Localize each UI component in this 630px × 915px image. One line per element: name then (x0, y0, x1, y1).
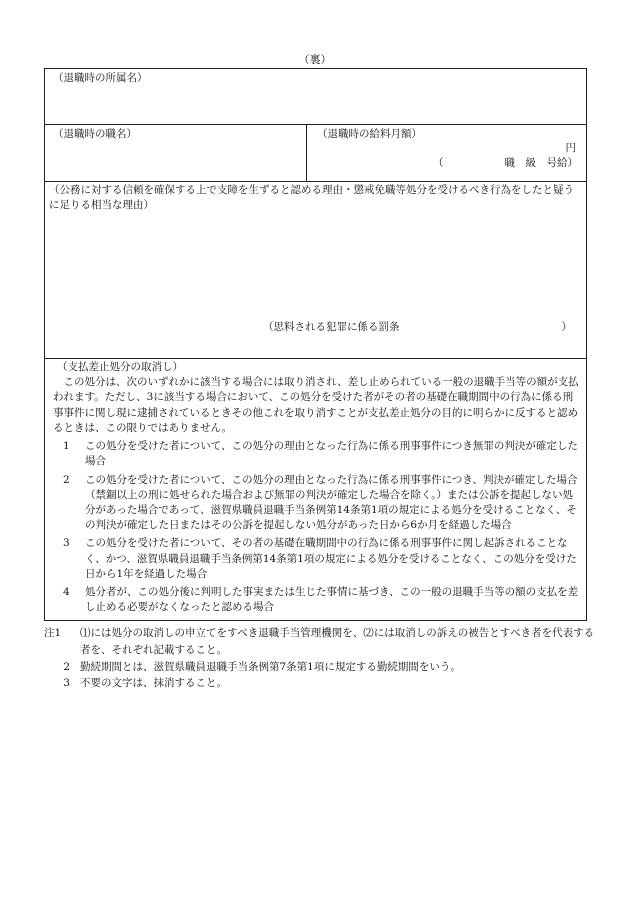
note-text: 勤続期間とは、滋賀県職員退職手当条例第7条第1項に規定する勤続期間をいう。 (80, 660, 461, 673)
cancellation-item (63, 439, 580, 469)
item-number: 3 (63, 537, 70, 550)
note-item (44, 625, 600, 659)
item-number: 2 (63, 473, 70, 486)
salary-cell[interactable] (307, 125, 586, 181)
yen-unit: 円 (565, 142, 576, 154)
note-label: 2 (63, 660, 70, 673)
position-cell[interactable] (45, 125, 307, 181)
notes-section (44, 625, 600, 692)
crime-provision-close: ） (561, 321, 572, 333)
note-label: 3 (63, 677, 70, 690)
crime-provision-label: （思料される犯罪に係る罰条 (263, 321, 400, 333)
item-number: 4 (63, 586, 70, 599)
note-text: 不要の文字は、抹消すること。 (80, 677, 227, 690)
grade-line (433, 156, 578, 171)
reason-label: （公務に対する信頼を確保する上で支障を生ずると認める理由・懲戒免職等処分を受けるべき行為をしたと疑うに足りる相当な理由） (49, 184, 574, 212)
note-text: ⑴には処分の取消しの申立てをすべき退職手当管理機関を、⑵には取消しの訴えの被告とすべき者を代表する者を、それぞれ記載すること。 (80, 627, 595, 656)
grade-open-paren: （ (433, 157, 444, 169)
note-item (44, 659, 600, 676)
position-label: （退職時の職名） (53, 128, 137, 140)
item-text: この処分を受けた者について、この処分の理由となった行為に係る刑事事件につき無罪の判決が確定した場合 (85, 440, 578, 468)
grade-unit-label: 職 (504, 157, 515, 169)
cancellation-item (63, 585, 580, 615)
reason-row[interactable] (45, 182, 586, 359)
cancellation-section (53, 360, 580, 616)
cancellation-row (45, 359, 586, 620)
note-item (44, 675, 600, 692)
cancellation-title: （支払差止処分の取消し） (57, 361, 183, 373)
cancellation-item (63, 536, 580, 582)
cancellation-body: この処分は、次のいずれかに該当する場合には取り消され、差し止められている一般の退職手当等の額が支払われます。ただし、3に該当する場合において、この処分を受けた者がその者の基礎在職期間中の行為に係る刑事事件に関し現に逮捕されているときその他これを取り消すことが支払差止処分の目的に明らかに反すると認めるときは、この限りではありません。 (53, 376, 579, 434)
grade-step-label: 号給） (546, 157, 578, 169)
crime-provision-line (263, 320, 572, 335)
grade-level-label: 級 (525, 157, 536, 169)
cancellation-form (44, 68, 587, 621)
salary-label: （退職時の給料月額） (317, 128, 422, 140)
department-row[interactable] (45, 69, 586, 125)
department-label: （退職時の所属名） (53, 72, 148, 84)
page-heading: （裏） (298, 53, 332, 66)
position-salary-row (45, 125, 586, 182)
item-number: 1 (63, 440, 70, 453)
note-label: 注1 (44, 627, 62, 639)
item-text: この処分を受けた者について、この処分の理由となった行為に係る刑事事件につき、判決が確定した場合（禁錮以上の刑に処せられた場合および無罪の判決が確定した場合を除く。）または公訴を提起しない処分があった場合であって、滋賀県職員退職手当条例第14条第1項の規定による処分を受けることなく、その判決が確定した日またはその公訴を提起しない処分があった日から6か月を経過した場合 (85, 473, 578, 532)
item-text: この処分を受けた者について、その者の基礎在職期間中の行為に係る刑事事件に関し起訴されることなく、かつ、滋賀県職員退職手当条例第14条第1項の規定による処分を受けることなく、この処分を受けた日から1年を経過した場合 (85, 537, 577, 580)
item-text: 処分者が、この処分後に判明した事実または生じた事情に基づき、この一般の退職手当等の額の支払を差し止める必要がなくなったと認める場合 (85, 586, 579, 614)
cancellation-item (63, 473, 580, 534)
